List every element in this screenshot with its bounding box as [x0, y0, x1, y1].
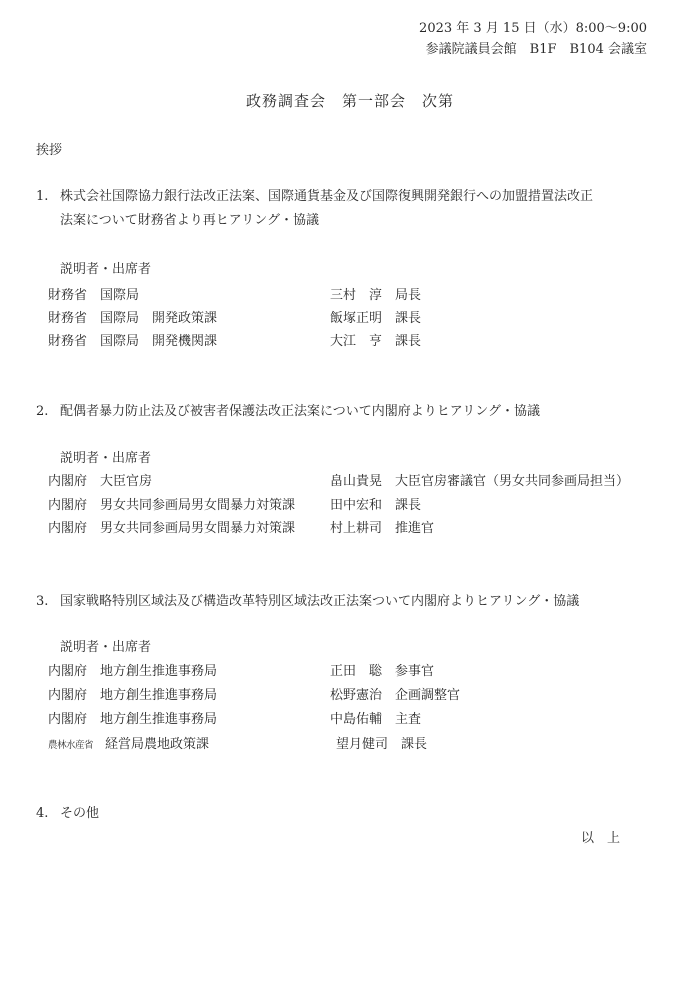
item-2-number: 2. [36, 404, 49, 419]
item-3-row-4-org-ministry: 農林水産省 [48, 740, 94, 751]
item-2-line1: 配偶者暴力防止法及び被害者保護法改正法案について内閣府よりヒアリング・協議 [60, 404, 540, 419]
item-1-row-2-person: 飯塚正明 課長 [330, 311, 422, 326]
item-1-line2: 法案について財務省より再ヒアリング・協議 [60, 213, 319, 228]
item-4-number: 4. [36, 806, 49, 821]
item-3-row-3-org: 内閣府 地方創生推進事務局 [48, 712, 218, 727]
item-3-row-2-org: 内閣府 地方創生推進事務局 [48, 688, 218, 703]
meeting-date-time: 2023 年 3 月 15 日（水）8:00～9:00 [419, 21, 647, 36]
item-3-row-4-org [48, 737, 209, 754]
item-2-row-3-org: 内閣府 男女共同参画局男女間暴力対策課 [48, 521, 296, 536]
item-3-row-4-person: 望月健司 課長 [336, 737, 428, 752]
item-3-row-3-person: 中島佑輔 主査 [330, 712, 422, 727]
item-1-number: 1. [36, 189, 49, 204]
item-3-attendees-label: 説明者・出席者 [60, 640, 152, 655]
page-title: 政務調査会 第一部会 次第 [245, 92, 454, 110]
closing-mark: 以 上 [581, 831, 621, 846]
item-2-row-1-org: 内閣府 大臣官房 [48, 474, 153, 489]
item-3-row-2-person: 松野憲治 企画調整官 [330, 688, 461, 703]
item-1-attendees-label: 説明者・出席者 [60, 262, 152, 277]
item-3-line1: 国家戦略特別区域法及び構造改革特別区域法改正法案ついて内閣府よりヒアリング・協議 [60, 594, 580, 609]
item-2-attendees-label: 説明者・出席者 [60, 451, 152, 466]
item-1-row-1-person: 三村 淳 局長 [330, 288, 422, 303]
item-1-row-3-person: 大江 亨 課長 [330, 334, 422, 349]
item-3-number: 3. [36, 594, 49, 609]
item-3-row-1-person: 正田 聡 参事官 [330, 664, 435, 679]
item-1-line1: 株式会社国際協力銀行法改正法案、国際通貨基金及び国際復興開発銀行への加盟措置法改正 [60, 189, 594, 204]
greeting-item: 挨拶 [36, 143, 63, 158]
item-3-row-1-org: 内閣府 地方創生推進事務局 [48, 664, 218, 679]
item-3-row-4-org-bureau: 経営局農地政策課 [105, 737, 210, 752]
item-4-line1: その他 [60, 806, 100, 821]
item-2-row-3-person: 村上耕司 推進官 [330, 521, 435, 536]
item-2-row-1-person: 畠山貴晃 大臣官房審議官（男女共同参画局担当） [330, 474, 630, 489]
item-2-row-2-person: 田中宏和 課長 [330, 498, 422, 513]
item-1-row-3-org: 財務省 国際局 開発機関課 [48, 334, 218, 349]
item-1-row-2-org: 財務省 国際局 開発政策課 [48, 311, 218, 326]
item-1-row-1-org: 財務省 国際局 [48, 288, 140, 303]
meeting-venue: 参議院議員会館 B1F B104 会議室 [425, 42, 647, 57]
item-2-row-2-org: 内閣府 男女共同参画局男女間暴力対策課 [48, 498, 296, 513]
